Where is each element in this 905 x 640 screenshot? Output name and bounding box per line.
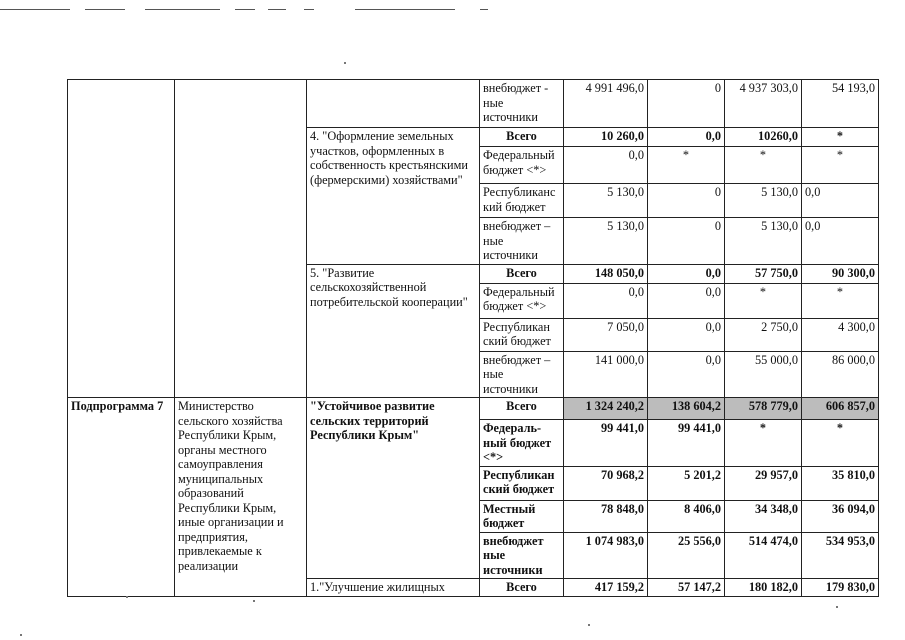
scan-artifact-line (235, 9, 255, 10)
source-cell: Всего (480, 398, 564, 420)
scan-artifact-line (85, 9, 125, 10)
value-cell: 78 848,0 (564, 500, 648, 532)
scan-speck (836, 606, 838, 608)
value-cell: 0,0 (802, 184, 879, 218)
value-cell: 5 201,2 (648, 466, 725, 500)
value-cell: 10 260,0 (564, 128, 648, 147)
value-cell: 0 (648, 184, 725, 218)
value-cell: 10260,0 (725, 128, 802, 147)
value-cell: 0,0 (648, 264, 725, 283)
value-cell: 4 300,0 (802, 318, 879, 351)
value-cell: 25 556,0 (648, 532, 725, 579)
value-cell: 5 130,0 (725, 218, 802, 265)
value-cell: 34 348,0 (725, 500, 802, 532)
value-cell: 0,0 (648, 318, 725, 351)
value-cell: 0 (648, 218, 725, 265)
executor-cell: Министерство сельского хозяйства Республики Крым, органы местного самоуправления муниципальных образований Республики Крым, иные организации и предприятия, привлекаемые к реализации (175, 398, 307, 597)
value-cell: 99 441,0 (564, 420, 648, 467)
value-cell: 141 000,0 (564, 351, 648, 398)
budget-table (67, 79, 879, 597)
value-cell: 514 474,0 (725, 532, 802, 579)
source-cell: внебюджет ные источники (480, 532, 564, 579)
value-cell: 148 050,0 (564, 264, 648, 283)
value-cell: 8 406,0 (648, 500, 725, 532)
value-cell: 180 182,0 (725, 579, 802, 597)
value-cell: 4 991 496,0 (564, 80, 648, 128)
scan-speck (588, 624, 590, 626)
event-cell: 5. "Развитие сельскохозяйственной потребительской кооперации" (307, 264, 480, 398)
value-cell: 4 937 303,0 (725, 80, 802, 128)
value-cell: 7 050,0 (564, 318, 648, 351)
source-cell: внебюджет – ные источники (480, 218, 564, 265)
value-cell: 534 953,0 (802, 532, 879, 579)
source-cell: Республикан ский бюджет (480, 318, 564, 351)
value-cell: 99 441,0 (648, 420, 725, 467)
executor-cell (175, 80, 307, 398)
value-cell: 57 147,2 (648, 579, 725, 597)
source-cell: внебюджет – ные источники (480, 351, 564, 398)
value-cell: 179 830,0 (802, 579, 879, 597)
value-cell: 90 300,0 (802, 264, 879, 283)
source-cell: Местный бюджет (480, 500, 564, 532)
scan-artifact-line (268, 9, 286, 10)
scan-artifact-line (480, 9, 488, 10)
value-cell: 70 968,2 (564, 466, 648, 500)
value-cell: 36 094,0 (802, 500, 879, 532)
subprogram-label: Подпрограмма 7 (68, 398, 175, 597)
source-cell: Федеральный бюджет <*> (480, 147, 564, 184)
value-cell: 0,0 (648, 128, 725, 147)
value-cell: * (725, 283, 802, 318)
value-cell: 1 074 983,0 (564, 532, 648, 579)
subprogram-title: "Устойчивое развитие сельских территорий Республики Крым" (307, 398, 480, 579)
value-cell: * (725, 147, 802, 184)
source-cell: Всего (480, 264, 564, 283)
table-row (68, 80, 879, 128)
value-cell: 0,0 (802, 218, 879, 265)
value-cell: 0,0 (648, 283, 725, 318)
value-cell: 29 957,0 (725, 466, 802, 500)
value-cell: 55 000,0 (725, 351, 802, 398)
value-cell: * (802, 283, 879, 318)
scan-artifact-line (304, 9, 314, 10)
source-cell: Республиканс кий бюджет (480, 184, 564, 218)
source-cell: Федеральный бюджет <*> (480, 283, 564, 318)
value-cell: 5 130,0 (564, 218, 648, 265)
value-cell: 138 604,2 (648, 398, 725, 420)
value-cell: 578 779,0 (725, 398, 802, 420)
value-cell: 5 130,0 (564, 184, 648, 218)
value-cell: * (802, 147, 879, 184)
source-cell: внебюджет - ные источники (480, 80, 564, 128)
value-cell: * (802, 420, 879, 467)
scan-artifact-line (355, 9, 455, 10)
value-cell: 0 (648, 80, 725, 128)
scan-speck (20, 634, 22, 636)
value-cell: 2 750,0 (725, 318, 802, 351)
event-cell: 1."Улучшение жилищных (307, 579, 480, 597)
value-cell: 5 130,0 (725, 184, 802, 218)
value-cell: 0,0 (564, 283, 648, 318)
scan-speck (344, 62, 346, 64)
value-cell: 0,0 (648, 351, 725, 398)
value-cell: 57 750,0 (725, 264, 802, 283)
value-cell: 1 324 240,2 (564, 398, 648, 420)
scan-speck (126, 596, 128, 598)
source-cell: Федераль- ный бюджет <*> (480, 420, 564, 467)
value-cell: * (802, 128, 879, 147)
value-cell: 35 810,0 (802, 466, 879, 500)
value-cell: * (648, 147, 725, 184)
event-cell (307, 80, 480, 128)
source-cell: Всего (480, 579, 564, 597)
scan-artifact-line (0, 9, 70, 10)
scan-speck (253, 600, 255, 602)
value-cell: 86 000,0 (802, 351, 879, 398)
scan-artifact-line (145, 9, 220, 10)
value-cell: 54 193,0 (802, 80, 879, 128)
value-cell: 0,0 (564, 147, 648, 184)
value-cell: * (725, 420, 802, 467)
source-cell: Республикан ский бюджет (480, 466, 564, 500)
value-cell: 606 857,0 (802, 398, 879, 420)
source-cell: Всего (480, 128, 564, 147)
subprogram-cell (68, 80, 175, 398)
event-cell: 4. "Оформление земельных участков, оформленных в собственность крестьянскими (фермерскими) хозяйствами" (307, 128, 480, 265)
value-cell: 417 159,2 (564, 579, 648, 597)
table-row (68, 398, 879, 420)
